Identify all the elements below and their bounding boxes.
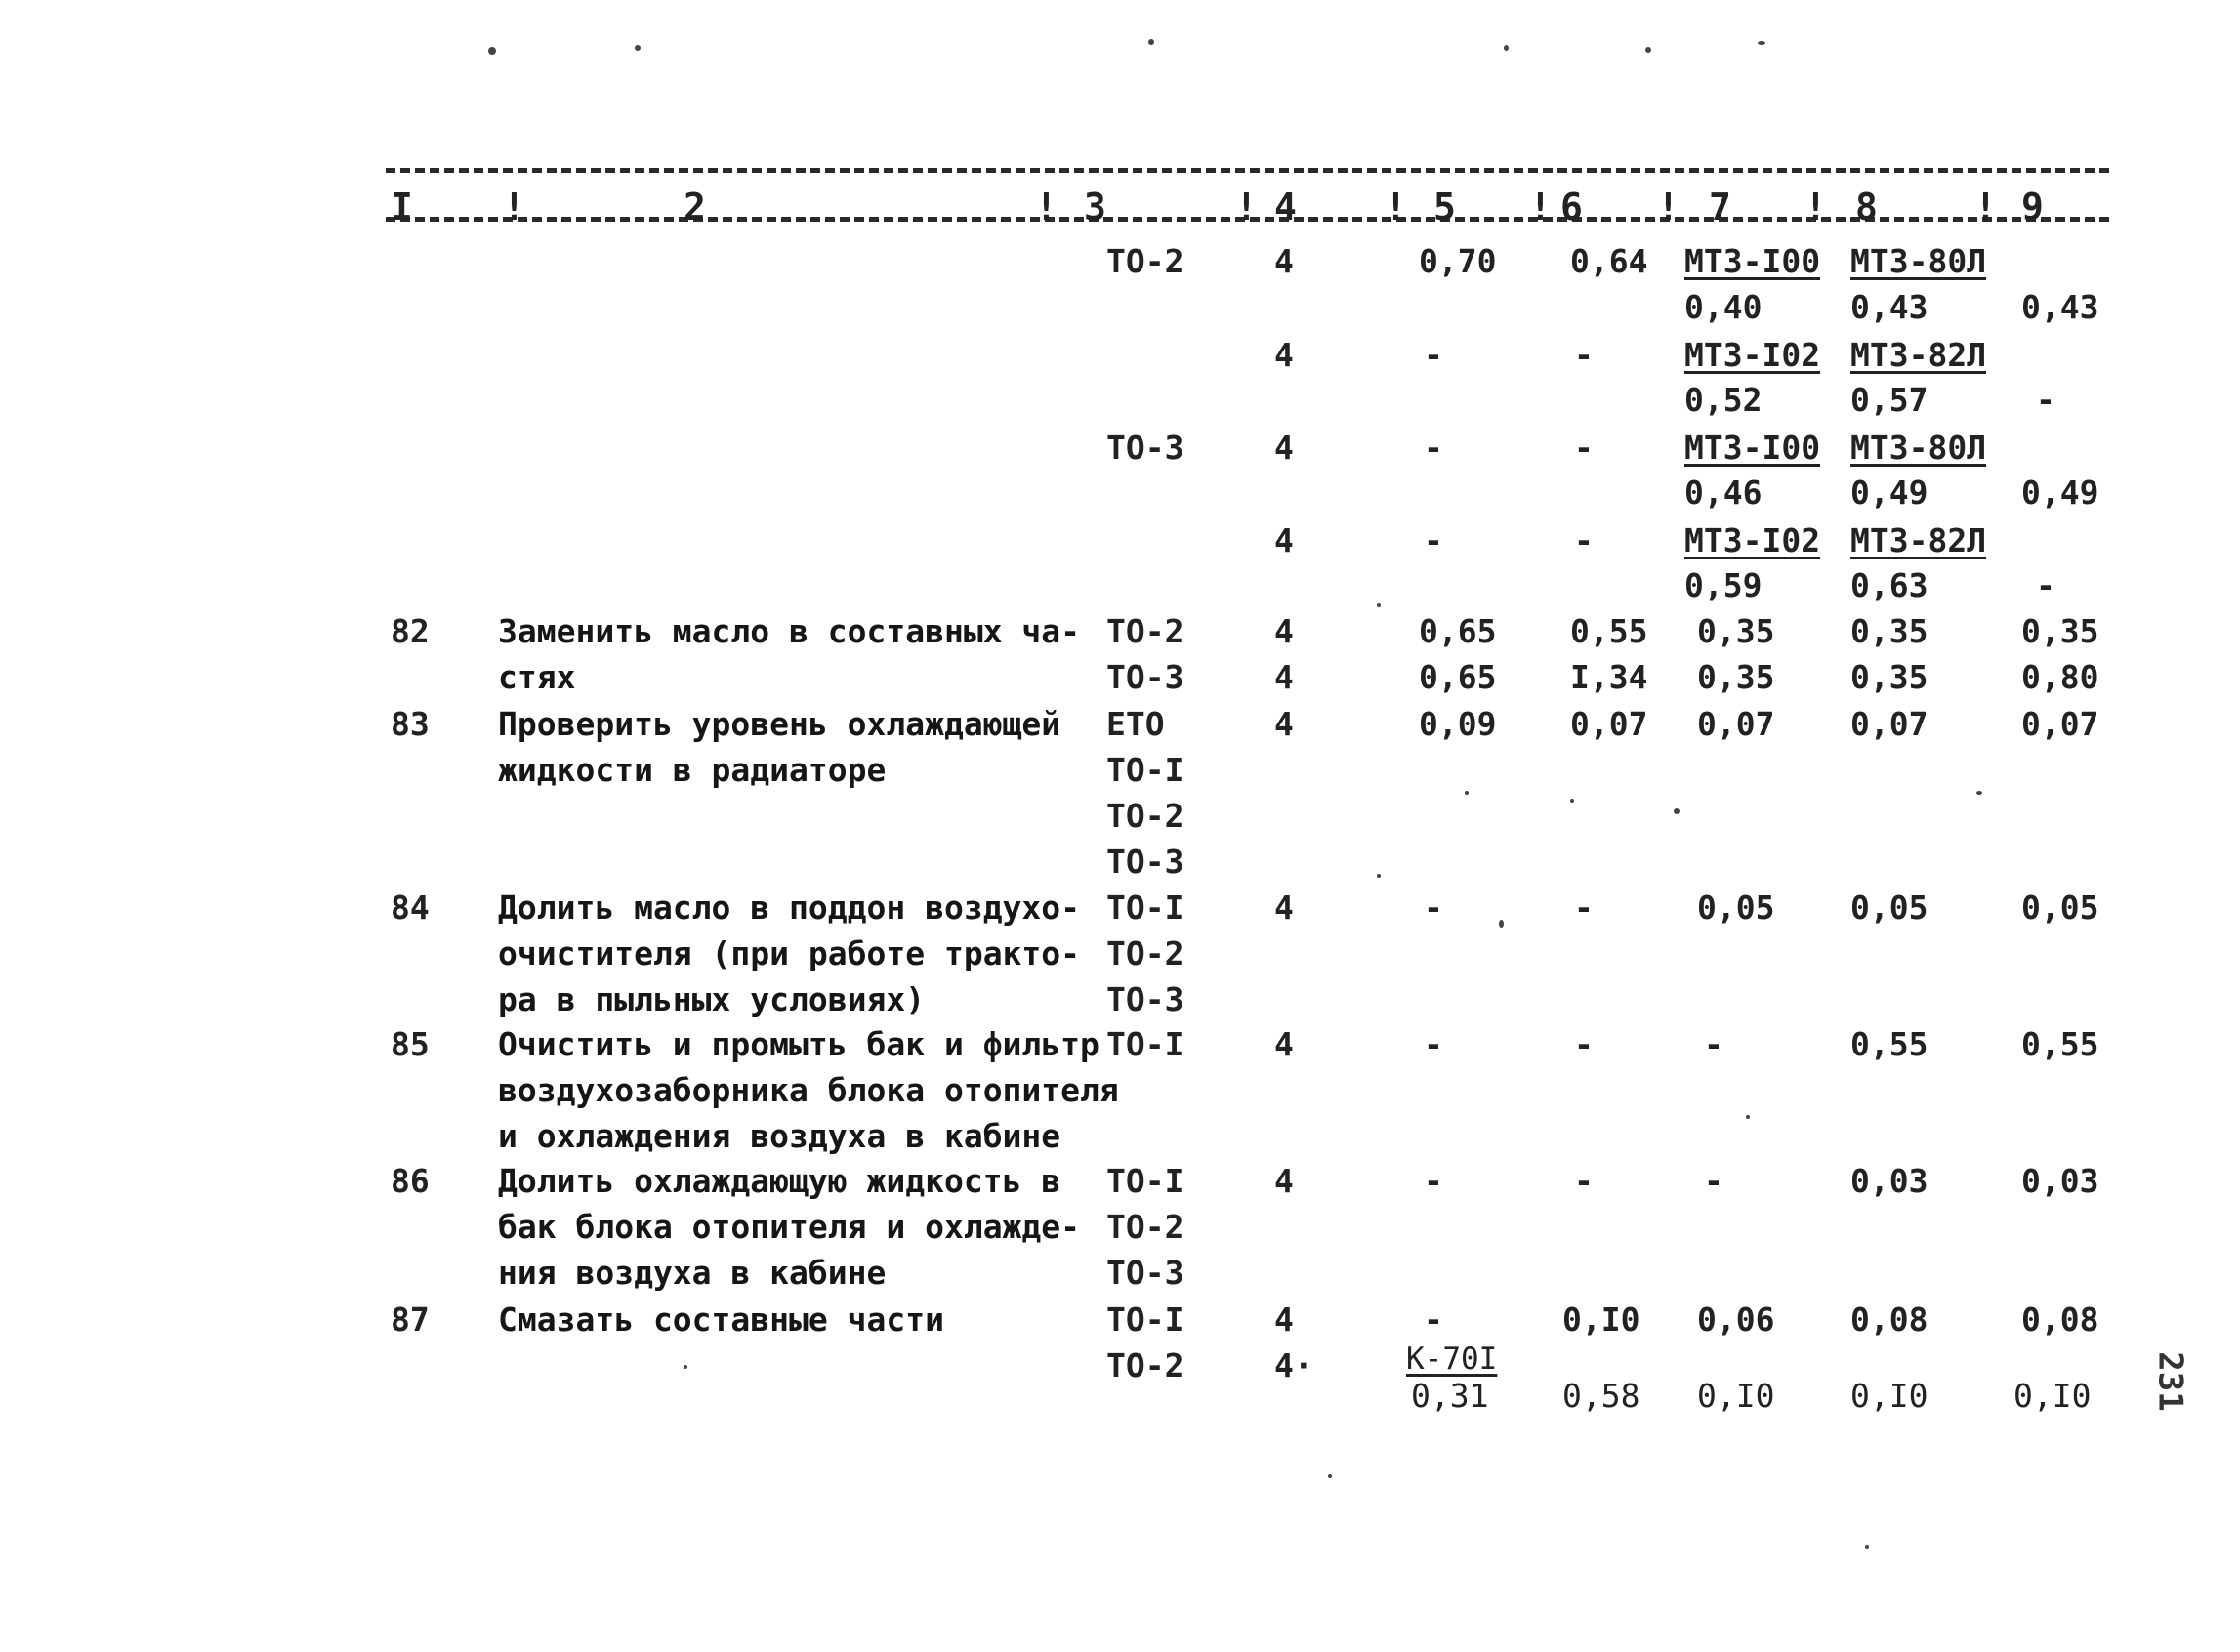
table-cell: 0,64 (1570, 242, 1648, 280)
table-cell: ТО-I (1106, 1301, 1184, 1339)
operation-description: и охлаждения воздуха в кабине (498, 1117, 1061, 1155)
table-cell: - (1574, 429, 1594, 467)
page-number: 231 (2150, 1351, 2190, 1412)
scan-speck (1645, 47, 1651, 53)
table-cell: 4 (1274, 888, 1294, 927)
operation-description: Долить масло в поддон воздухо- (498, 888, 1081, 927)
operation-description: Очистить и промыть бак и фильтр (498, 1025, 1099, 1063)
table-cell: 0,70 (1419, 242, 1497, 280)
table-cell: 4 (1274, 1301, 1294, 1339)
table-cell: - (1704, 1162, 1723, 1200)
table-cell: 0,55 (1850, 1025, 1929, 1063)
row-number: 84 (391, 888, 430, 927)
table-cell: 0,05 (2021, 888, 2099, 927)
table-cell: ТО-I (1106, 751, 1184, 789)
table-cell: 0,I0 (1697, 1377, 1775, 1415)
header-sep: ! (1529, 186, 1552, 228)
table-cell: 0,08 (1850, 1301, 1929, 1339)
table-cell: - (1574, 1025, 1594, 1063)
table-cell: 0,63 (1850, 566, 1929, 604)
table-cell: ТО-I (1106, 1162, 1184, 1200)
operation-description: бак блока отопителя и охлажде- (498, 1208, 1081, 1246)
table-cell: 0,59 (1684, 566, 1763, 604)
operation-description: очистителя (при работе тракто- (498, 934, 1081, 972)
row-number: 86 (391, 1162, 430, 1200)
table-cell: 0,57 (1850, 381, 1929, 419)
tractor-model: МТЗ-80Л (1850, 242, 1987, 280)
table-cell: 0,06 (1697, 1301, 1775, 1339)
table-cell: 0,46 (1684, 474, 1763, 512)
table-cell: - (2036, 381, 2055, 419)
scan-speck (1377, 603, 1381, 607)
scan-speck (1377, 874, 1381, 878)
table-cell: 0,35 (1697, 612, 1775, 650)
scan-speck (1746, 1115, 1750, 1119)
table-cell: 4 (1274, 1162, 1294, 1200)
header-sep: ! (1385, 186, 1407, 228)
table-cell: 4 (1274, 521, 1294, 559)
table-cell: 0,35 (1850, 658, 1929, 696)
scan-speck (1758, 41, 1765, 45)
tractor-model: МТЗ-82Л (1850, 521, 1987, 559)
scan-speck (1504, 45, 1509, 51)
table-cell: 0,35 (1850, 612, 1929, 650)
header-col-4: 4 (1274, 186, 1297, 228)
table-cell: 0,03 (2021, 1162, 2099, 1200)
table-cell: - (1424, 336, 1443, 374)
table-cell: 0,07 (1697, 705, 1775, 743)
operation-description: жидкости в радиаторе (498, 751, 887, 789)
table-cell: - (1424, 521, 1443, 559)
table-cell: ТО-3 (1106, 980, 1184, 1018)
operation-description: ра в пыльных условиях) (498, 980, 926, 1018)
row-number: 85 (391, 1025, 430, 1063)
operation-description: Смазать составные части (498, 1301, 944, 1339)
header-sep: ! (1035, 186, 1058, 228)
table-cell: 0,55 (1570, 612, 1648, 650)
scan-speck (1865, 1545, 1869, 1549)
table-cell: 0,05 (1697, 888, 1775, 927)
header-sep: ! (503, 186, 525, 228)
table-cell: 4 (1274, 705, 1294, 743)
tractor-model: МТЗ-І00 (1684, 429, 1821, 467)
table-cell: ТО-3 (1106, 658, 1184, 696)
tractor-model: МТЗ-І02 (1684, 336, 1821, 374)
header-col-9: 9 (2021, 186, 2044, 228)
table-cell: 4 (1274, 658, 1294, 696)
scan-speck (488, 47, 496, 55)
scan-speck (1976, 791, 1982, 795)
table-cell: 0,58 (1562, 1377, 1640, 1415)
table-cell: 0,49 (2021, 474, 2099, 512)
table-cell: 4 (1274, 429, 1294, 467)
tractor-model: МТЗ-І00 (1684, 242, 1821, 280)
table-cell: - (1704, 1025, 1723, 1063)
table-cell: ТО-2 (1106, 1346, 1184, 1384)
operation-description: стях (498, 658, 576, 696)
operation-description: Заменить масло в составных ча- (498, 612, 1081, 650)
table-cell: 4 (1274, 612, 1294, 650)
table-cell: 0,07 (1570, 705, 1648, 743)
header-col-2: 2 (684, 186, 706, 228)
table-cell: 4 (1274, 1025, 1294, 1063)
header-col-7: 7 (1709, 186, 1731, 228)
row-number: 83 (391, 705, 430, 743)
table-cell: 0,43 (1850, 288, 1929, 326)
table-cell: 4· (1274, 1346, 1313, 1384)
header-sep: ! (1974, 186, 1997, 228)
tractor-model: МТЗ-80Л (1850, 429, 1987, 467)
table-cell: 0,49 (1850, 474, 1929, 512)
table-cell: - (2036, 566, 2055, 604)
table-cell: ТО-2 (1106, 242, 1184, 280)
header-col-6: 6 (1560, 186, 1583, 228)
table-cell: 0,31 (1411, 1377, 1489, 1415)
header-col-3: 3 (1084, 186, 1106, 228)
table-cell: - (1424, 1162, 1443, 1200)
table-cell: ТО-3 (1106, 429, 1184, 467)
scan-speck (1674, 808, 1680, 814)
operation-description: ния воздуха в кабине (498, 1254, 887, 1292)
scan-speck (1328, 1474, 1332, 1478)
table-cell: 4 (1274, 336, 1294, 374)
table-cell: 0,05 (1850, 888, 1929, 927)
table-cell: 0,I0 (1850, 1377, 1929, 1415)
operation-description: воздухозаборника блока отопителя (498, 1071, 1119, 1109)
tractor-model: МТЗ-І02 (1684, 521, 1821, 559)
table-cell: - (1424, 1025, 1443, 1063)
scan-speck (1499, 920, 1504, 928)
operation-description: Проверить уровень охлаждающей (498, 705, 1061, 743)
table-cell: 0,35 (1697, 658, 1775, 696)
table-cell: - (1424, 429, 1443, 467)
table-cell: 0,08 (2021, 1301, 2099, 1339)
table-cell: ТО-I (1106, 1025, 1184, 1063)
table-cell: 0,03 (1850, 1162, 1929, 1200)
tractor-model: МТЗ-82Л (1850, 336, 1987, 374)
table-cell: - (1424, 1301, 1443, 1339)
header-rule-top (386, 168, 2109, 173)
table-cell: I,34 (1570, 658, 1648, 696)
table-cell: 0,I0 (1562, 1301, 1640, 1339)
scan-speck (635, 45, 641, 51)
row-number: 82 (391, 612, 430, 650)
header-sep: ! (1657, 186, 1680, 228)
table-cell: ТО-2 (1106, 1208, 1184, 1246)
tractor-model: К-70І (1406, 1342, 1498, 1377)
table-cell: ЕТО (1106, 705, 1165, 743)
table-cell: - (1574, 521, 1594, 559)
table-cell: 0,52 (1684, 381, 1763, 419)
table-cell: 0,55 (2021, 1025, 2099, 1063)
scan-speck (1570, 799, 1574, 803)
table-cell: ТО-2 (1106, 612, 1184, 650)
table-cell: - (1574, 336, 1594, 374)
header-col-5: 5 (1433, 186, 1456, 228)
table-cell: 0,43 (2021, 288, 2099, 326)
row-number: 87 (391, 1301, 430, 1339)
header-sep: ! (1235, 186, 1258, 228)
table-cell: 0,65 (1419, 658, 1497, 696)
table-cell: 0,35 (2021, 612, 2099, 650)
table-cell: 0,09 (1419, 705, 1497, 743)
table-cell: - (1574, 1162, 1594, 1200)
table-cell: 0,07 (1850, 705, 1929, 743)
table-cell: - (1574, 888, 1594, 927)
table-cell: ТО-2 (1106, 934, 1184, 972)
table-cell: 0,80 (2021, 658, 2099, 696)
table-cell: 0,07 (2021, 705, 2099, 743)
header-col-1: I (391, 186, 413, 228)
table-cell: 4 (1274, 242, 1294, 280)
table-cell: ТО-I (1106, 888, 1184, 927)
table-cell: 0,I0 (2013, 1377, 2092, 1415)
table-cell: ТО-3 (1106, 1254, 1184, 1292)
table-cell: - (1424, 888, 1443, 927)
header-sep: ! (1804, 186, 1827, 228)
scan-speck (684, 1365, 687, 1369)
header-col-8: 8 (1855, 186, 1878, 228)
table-cell: ТО-2 (1106, 797, 1184, 835)
table-cell: 0,40 (1684, 288, 1763, 326)
scan-speck (1465, 791, 1469, 795)
scan-speck (1148, 39, 1154, 45)
table-cell: ТО-3 (1106, 843, 1184, 881)
operation-description: Долить охлаждающую жидкость в (498, 1162, 1061, 1200)
table-cell: 0,65 (1419, 612, 1497, 650)
